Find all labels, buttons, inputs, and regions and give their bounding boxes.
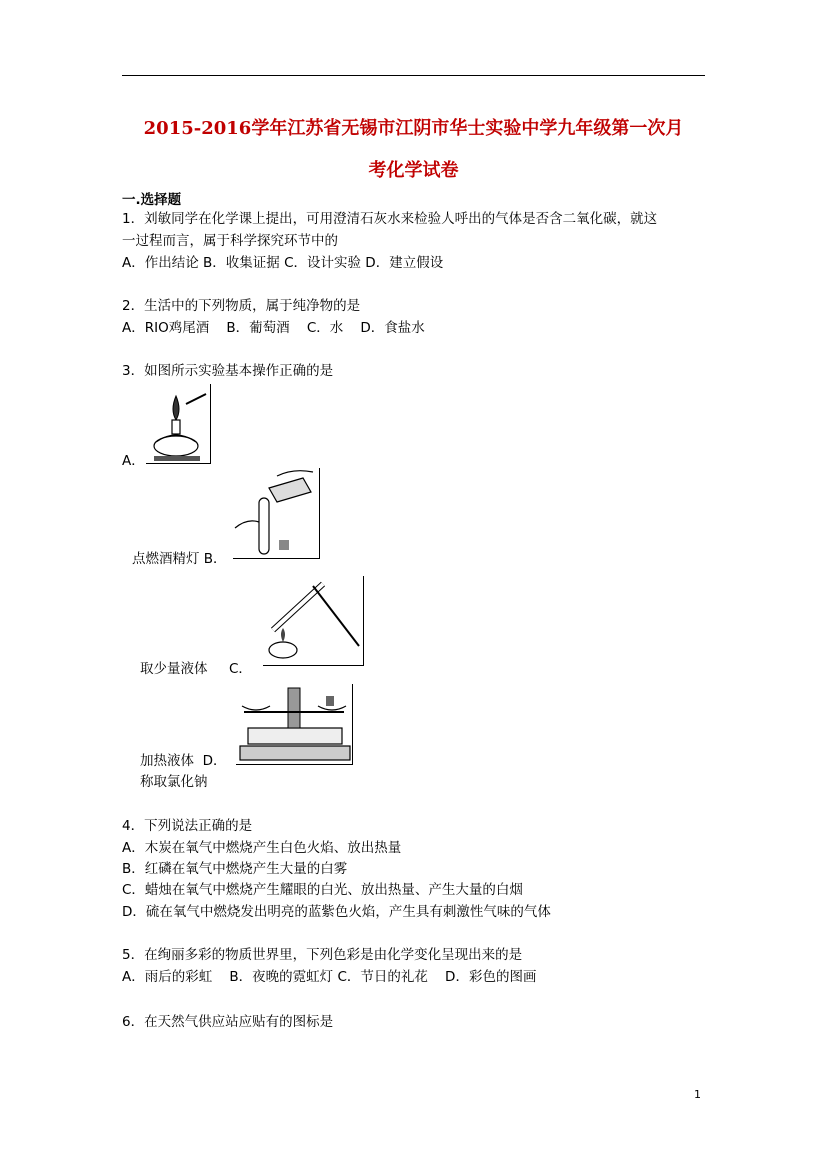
heating-test-tube-icon <box>263 576 364 666</box>
page-number: 1 <box>694 1088 701 1101</box>
header-rule <box>122 75 705 76</box>
q4-option-d: D．硫在氧气中燃烧发出明亮的蓝紫色火焰，产生具有刺激性气味的气体 <box>122 904 551 920</box>
q4-stem: 4．下列说法正确的是 <box>122 818 253 834</box>
q5-options: A．雨后的彩虹 B．夜晚的霓虹灯 C．节日的礼花 D．彩色的图画 <box>122 969 537 985</box>
q6-stem: 6．在天然气供应站应贴有的图标是 <box>122 1014 334 1030</box>
alcohol-lamp-lighting-icon <box>146 384 211 464</box>
q4-option-c: C．蜡烛在氧气中燃烧产生耀眼的白光、放出热量、产生大量的白烟 <box>122 882 523 898</box>
q5-stem: 5．在绚丽多彩的物质世界里，下列色彩是由化学变化呈现出来的是 <box>122 947 523 963</box>
q4-option-b: B．红磷在氧气中燃烧产生大量的白雾 <box>122 861 348 877</box>
q3-label-d: 加热液体 D． <box>140 753 227 769</box>
balance-scale-icon <box>236 684 353 765</box>
q2-options: A．RIO鸡尾酒 B．葡萄酒 C．水 D．食盐水 <box>122 320 425 336</box>
pouring-liquid-icon <box>233 468 320 559</box>
page-title-line1: 2015-2016学年江苏省无锡市江阴市华士实验中学九年级第一次月 <box>143 118 684 139</box>
q1-stem-line1: 1．刘敏同学在化学课上提出，可用澄清石灰水来检验人呼出的气体是否含二氧化碳，就这 <box>122 211 658 227</box>
q3-stem: 3．如图所示实验基本操作正确的是 <box>122 363 334 379</box>
q3-label-b: 点燃酒精灯 B． <box>132 551 227 567</box>
section-heading: 一.选择题 <box>122 192 182 208</box>
q4-option-a: A．木炭在氧气中燃烧产生白色火焰、放出热量 <box>122 840 402 856</box>
page-title-line2: 考化学试卷 <box>368 160 459 181</box>
q1-options: A．作出结论 B．收集证据 C．设计实验 D．建立假设 <box>122 255 444 271</box>
q3-label-c: 取少量液体 C． <box>140 661 252 677</box>
q3-label-a: A． <box>122 453 145 469</box>
q3-label-d2: 称取氯化钠 <box>140 774 208 790</box>
q1-stem-line2: 一过程而言，属于科学探究环节中的 <box>122 233 338 249</box>
q2-stem: 2．生活中的下列物质，属于纯净物的是 <box>122 298 361 314</box>
